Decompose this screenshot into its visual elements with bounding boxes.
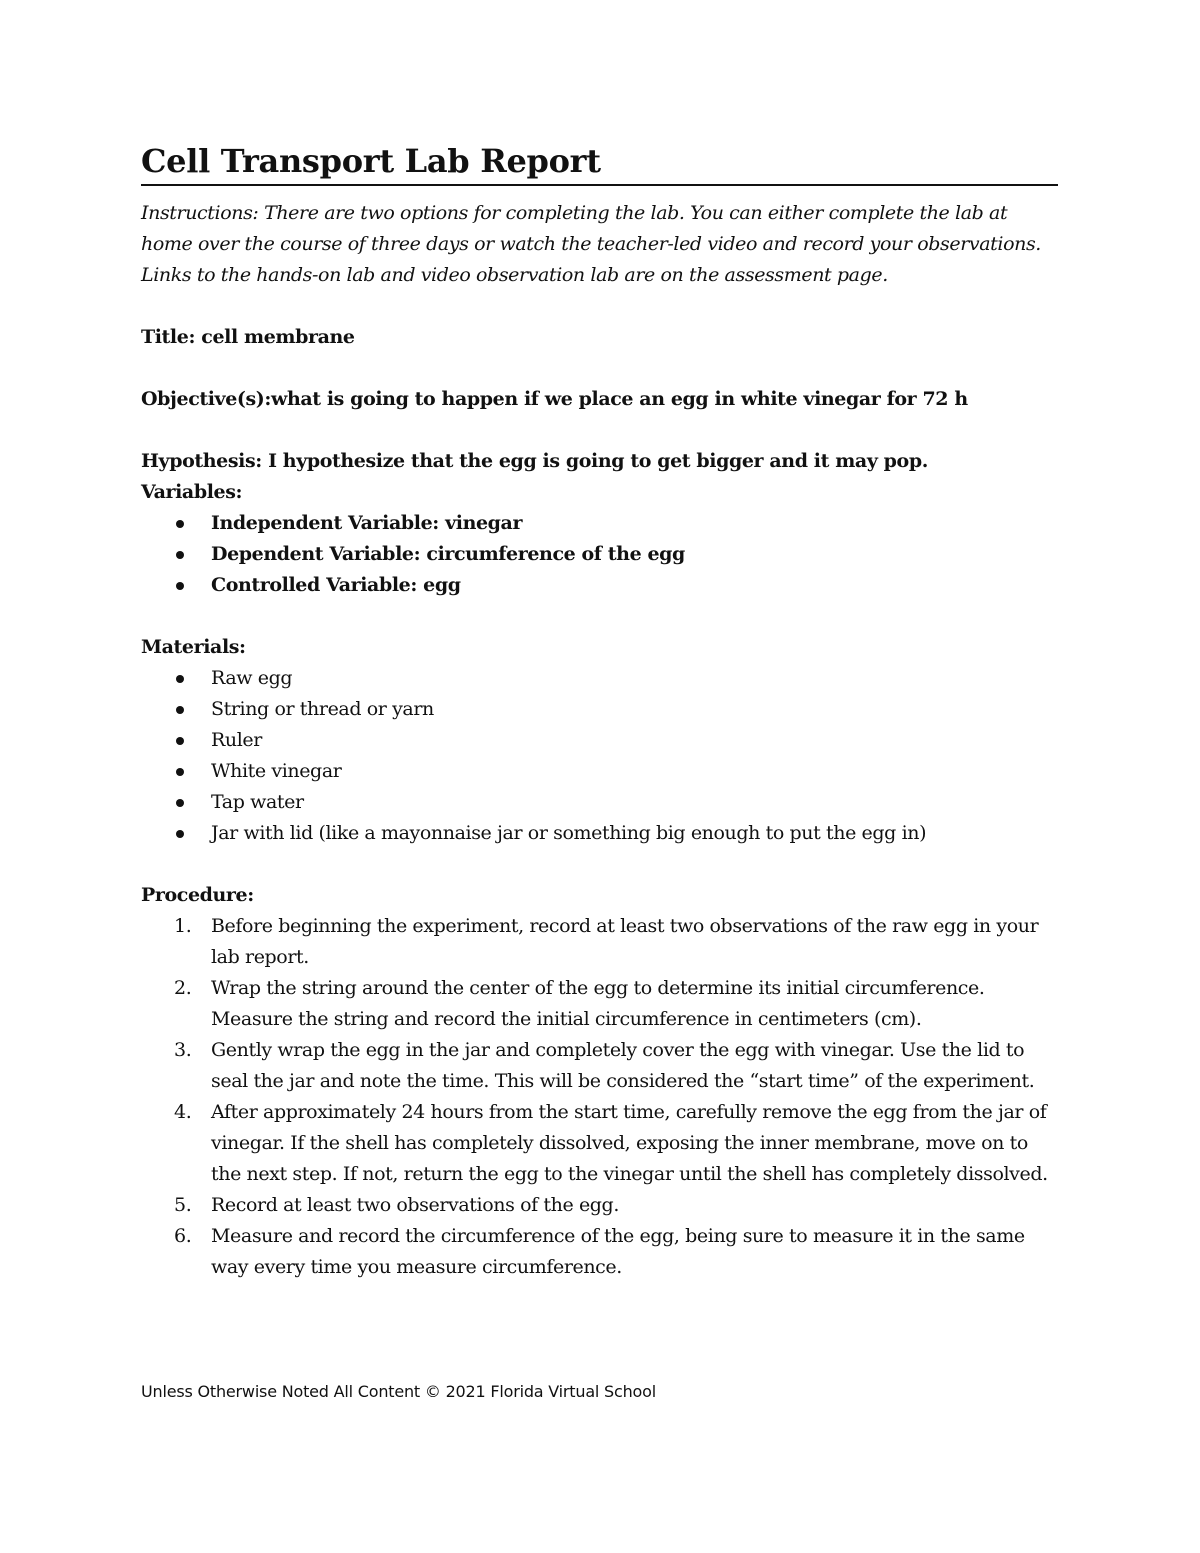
- hypothesis-label: Hypothesis:: [141, 450, 262, 472]
- list-item: [141, 694, 1058, 725]
- list-item: [141, 756, 1058, 787]
- bullet-icon: [176, 768, 184, 776]
- materials-list: [141, 663, 1058, 849]
- bullet-icon: [176, 737, 184, 745]
- hypothesis-field: [141, 446, 1058, 477]
- title-value: cell membrane: [201, 326, 355, 348]
- variable-text: Independent Variable: vinegar: [211, 512, 523, 534]
- variable-text: Dependent Variable: circumference of the egg: [211, 543, 685, 565]
- procedure-list: [141, 911, 1058, 1283]
- step-text: Gently wrap the egg in the jar and completely cover the egg with vinegar. Use the lid to seal the jar and note the time. This will be considered the “start time” of the experiment.: [211, 1039, 1035, 1092]
- step-number: 3.: [174, 1039, 192, 1061]
- step-number: 5.: [174, 1194, 192, 1216]
- material-text: Jar with lid (like a mayonnaise jar or something big enough to put the egg in): [211, 822, 927, 844]
- list-item: [141, 787, 1058, 818]
- page-title: Cell Transport Lab Report: [141, 140, 1058, 186]
- step-text: After approximately 24 hours from the start time, carefully remove the egg from the jar of vinegar. If the shell has completely dissolved, exposing the inner membrane, move on to the next step. If not, return the egg to the vinegar until the shell has completely dissolved.: [211, 1101, 1048, 1185]
- list-item: [141, 663, 1058, 694]
- material-text: Raw egg: [211, 667, 293, 689]
- objective-value: what is going to happen if we place an egg in white vinegar for 72 h: [270, 388, 968, 410]
- hypothesis-value: I hypothesize that the egg is going to get bigger and it may pop.: [268, 450, 928, 472]
- list-item: [141, 725, 1058, 756]
- material-text: String or thread or yarn: [211, 698, 434, 720]
- list-item: [141, 539, 1058, 570]
- step-number: 2.: [174, 977, 192, 999]
- variable-text: Controlled Variable: egg: [211, 574, 461, 596]
- list-item: [141, 508, 1058, 539]
- variables-list: [141, 508, 1058, 601]
- material-text: White vinegar: [211, 760, 342, 782]
- title-label: Title:: [141, 326, 196, 348]
- variables-heading: Variables:: [141, 481, 243, 503]
- document-page: [141, 140, 1058, 1283]
- title-field: [141, 322, 1058, 353]
- step-text: Wrap the string around the center of the egg to determine its initial circumference. Measure the string and record the initial circumference in centimeters (cm).: [211, 977, 985, 1030]
- bullet-icon: [176, 520, 184, 528]
- step-text: Before beginning the experiment, record at least two observations of the raw egg in your lab report.: [211, 915, 1039, 968]
- step-number: 6.: [174, 1225, 192, 1247]
- step-number: 4.: [174, 1101, 192, 1123]
- objective-field: [141, 384, 1058, 415]
- step-number: 1.: [174, 915, 192, 937]
- bullet-icon: [176, 830, 184, 838]
- bullet-icon: [176, 582, 184, 590]
- objective-label: Objective(s):: [141, 388, 271, 410]
- procedure-step: [141, 911, 1058, 973]
- procedure-step: [141, 1035, 1058, 1097]
- bullet-icon: [176, 799, 184, 807]
- materials-heading: Materials:: [141, 636, 246, 658]
- procedure-step: [141, 1221, 1058, 1283]
- material-text: Tap water: [211, 791, 304, 813]
- list-item: [141, 570, 1058, 601]
- procedure-heading: Procedure:: [141, 884, 254, 906]
- bullet-icon: [176, 706, 184, 714]
- material-text: Ruler: [211, 729, 262, 751]
- list-item: [141, 818, 1058, 849]
- step-text: Measure and record the circumference of the egg, being sure to measure it in the same way every time you measure circumference.: [211, 1225, 1025, 1278]
- bullet-icon: [176, 551, 184, 559]
- bullet-icon: [176, 675, 184, 683]
- step-text: Record at least two observations of the egg.: [211, 1194, 619, 1216]
- copyright-footer: Unless Otherwise Noted All Content © 2021 Florida Virtual School: [141, 1382, 656, 1401]
- procedure-step: [141, 1097, 1058, 1190]
- procedure-step: [141, 1190, 1058, 1221]
- instructions-text: Instructions: There are two options for completing the lab. You can either complete the lab at home over the course of three days or watch the teacher-led video and record your observations. Links to the hands-on lab and video observation lab are on the assessment page.: [141, 202, 1041, 286]
- procedure-step: [141, 973, 1058, 1035]
